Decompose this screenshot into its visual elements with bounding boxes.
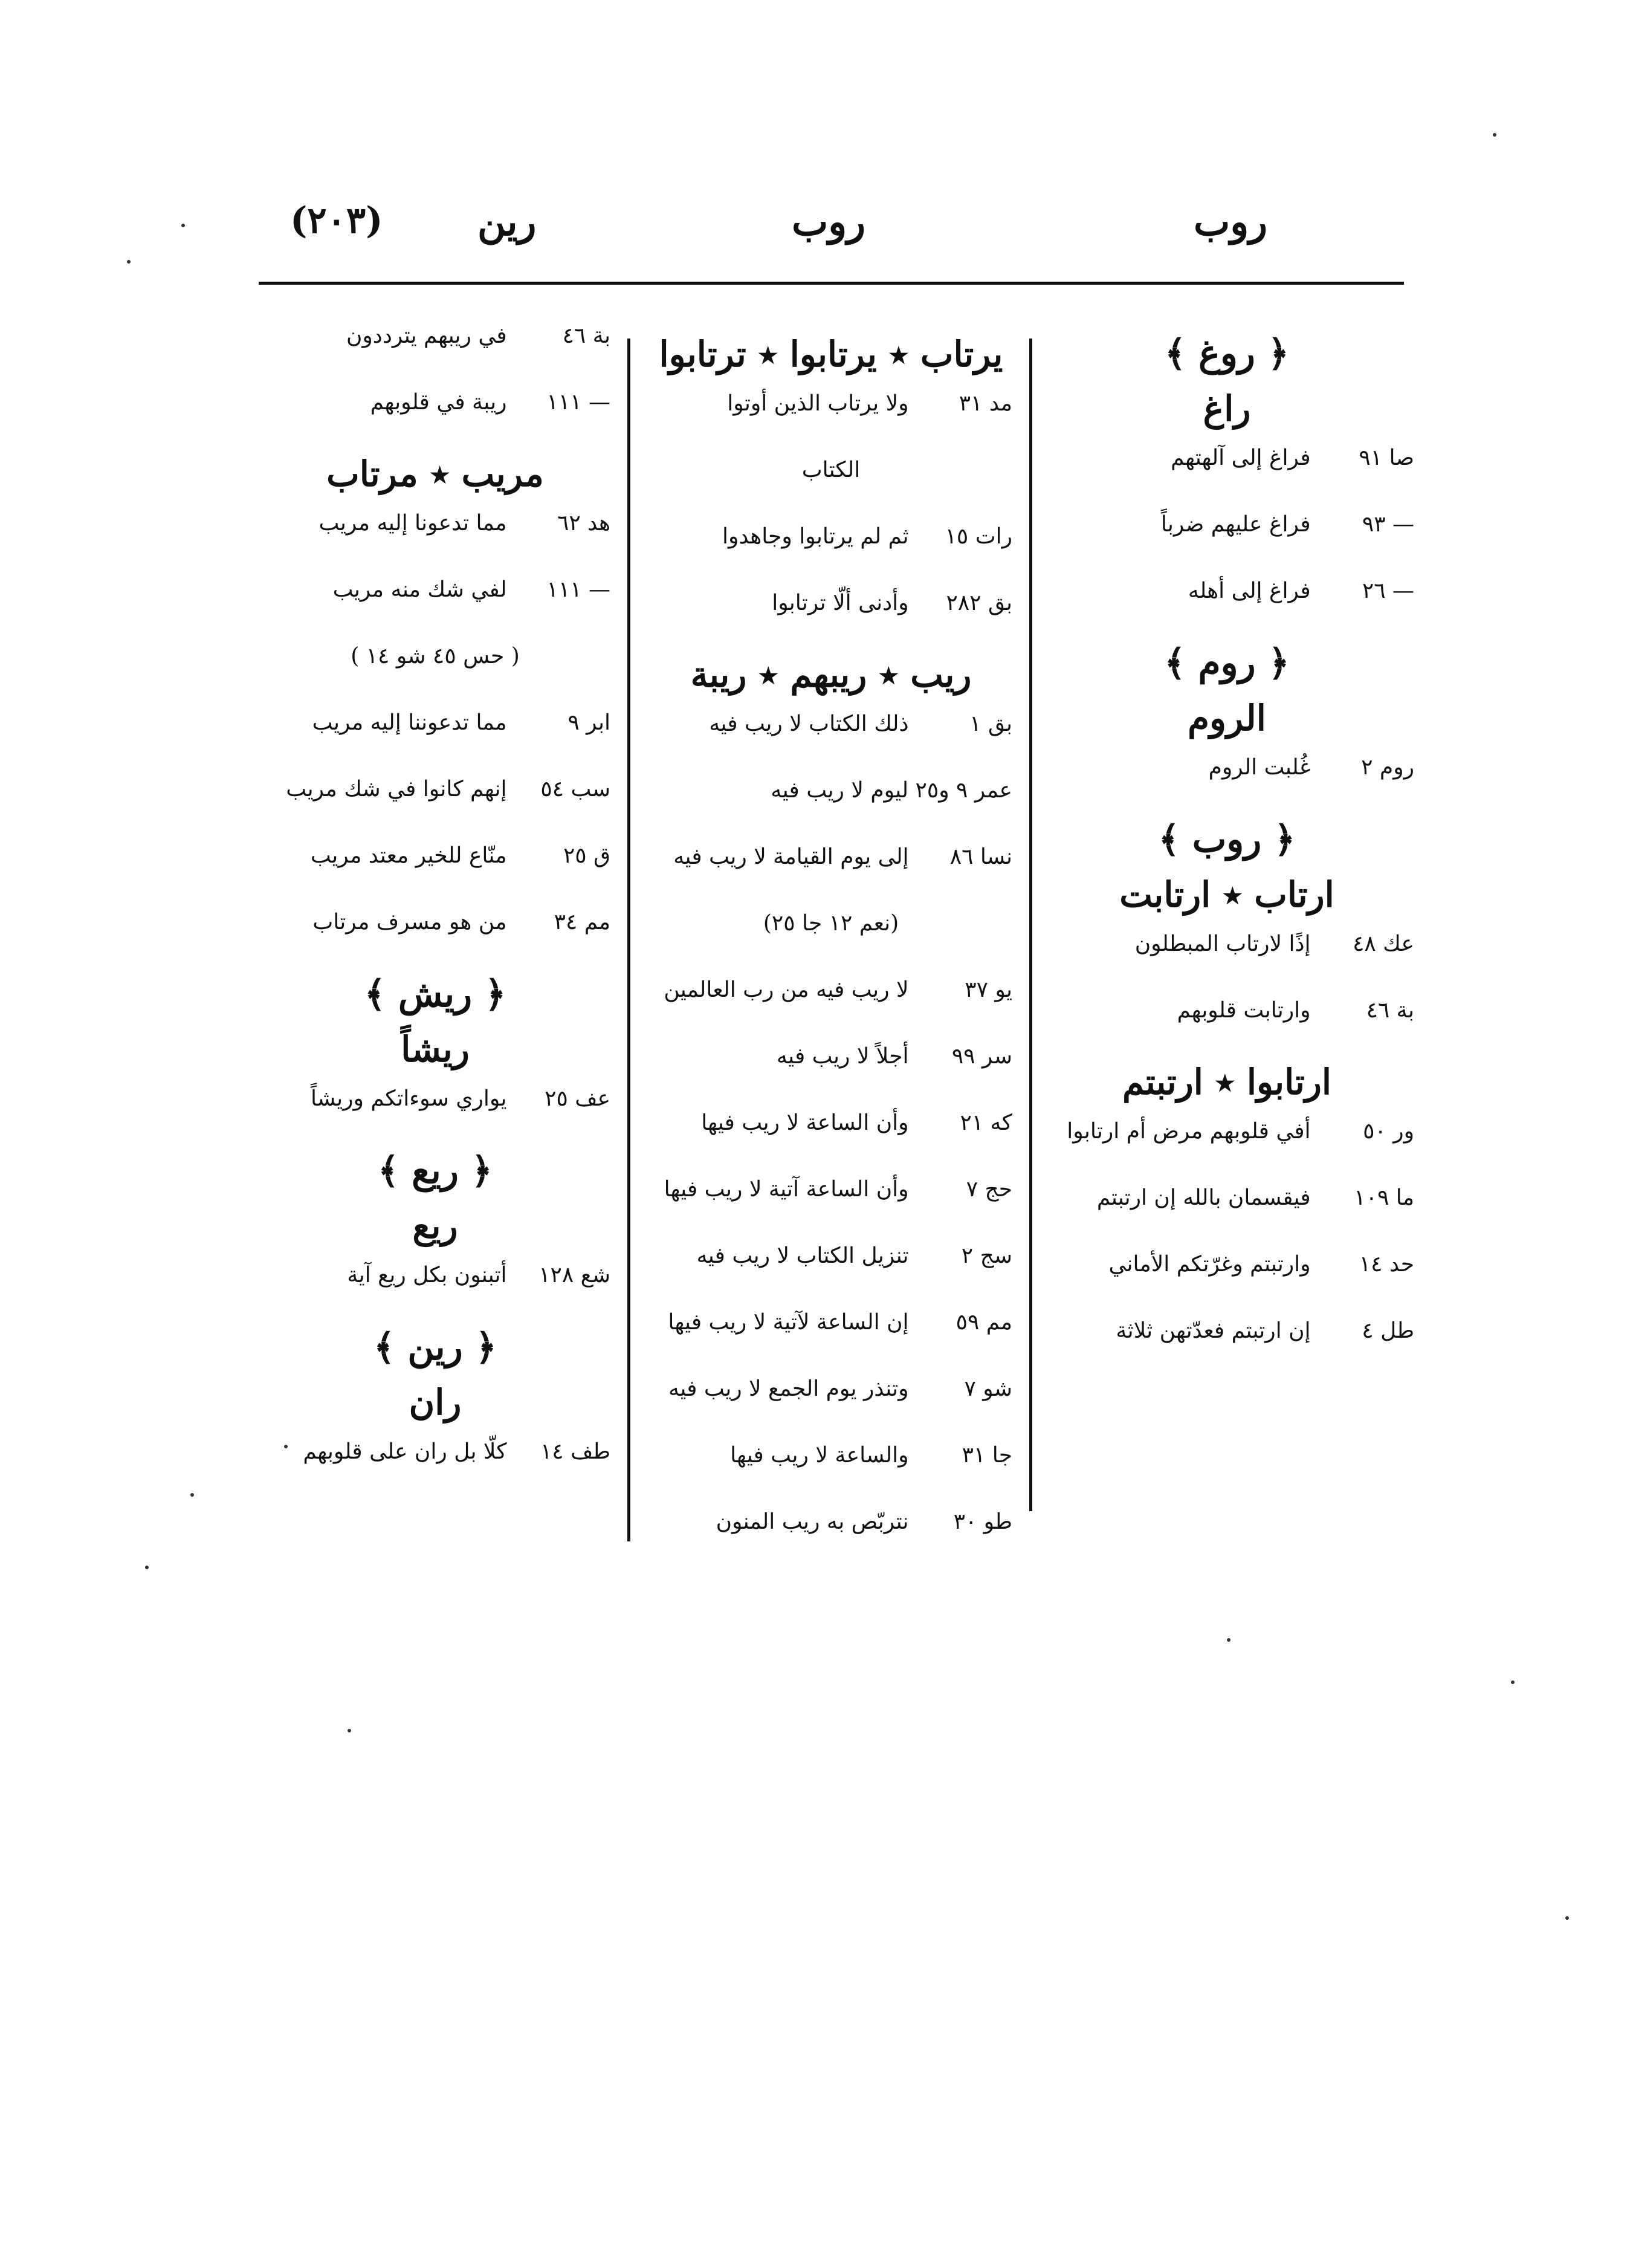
entry-line bbox=[1040, 509, 1414, 544]
verse-ref: ما ١٠٩ bbox=[1354, 1185, 1414, 1210]
entry-line bbox=[650, 1174, 1012, 1209]
root-heading: ﴿ روغ ﴾ bbox=[1165, 332, 1289, 375]
verse-text: لا ريب فيه من رب العالمين bbox=[664, 977, 909, 1002]
entry-line bbox=[1040, 752, 1414, 787]
scan-speck bbox=[145, 1566, 149, 1569]
running-head-left: رين bbox=[477, 199, 537, 245]
verse-ref: بة ٤٦ bbox=[1366, 998, 1414, 1023]
verse-text: وارتبتم وغرّتكم الأماني bbox=[1108, 1252, 1311, 1277]
lemma-heading: ارتابوا ٭ ارتبتم bbox=[1122, 1061, 1332, 1103]
verse-ref: عك ٤٨ bbox=[1353, 932, 1414, 956]
entry-line bbox=[260, 508, 610, 543]
verse-ref: حد ١٤ bbox=[1359, 1252, 1414, 1277]
verse-ref: رات ١٥ bbox=[945, 524, 1012, 549]
entry-line bbox=[260, 774, 610, 809]
verse-ref: طو ٣٠ bbox=[953, 1509, 1012, 1534]
verse-ref: شع ١٢٨ bbox=[538, 1263, 610, 1288]
entry-line bbox=[1040, 1182, 1414, 1217]
verse-text: فراغ إلى أهله bbox=[1188, 578, 1311, 603]
verse-text: مما تدعونا إليه مريب bbox=[319, 511, 507, 536]
verse-text: وأدنى ألّا ترتابوا bbox=[772, 591, 909, 615]
verse-ref: — ٩٣ bbox=[1362, 512, 1414, 537]
verse-ref: ور ٥٠ bbox=[1363, 1119, 1414, 1144]
verse-ref: جا ٣١ bbox=[962, 1443, 1012, 1468]
entry-line bbox=[650, 1373, 1012, 1408]
verse-text: ذلك الكتاب لا ريب فيه bbox=[709, 711, 909, 736]
verse-text: لفي شك منه مريب bbox=[332, 577, 507, 602]
root-heading: ﴿ رين ﴾ bbox=[373, 1326, 497, 1369]
entry-line bbox=[1040, 1116, 1414, 1151]
verse-text: وارتابت قلوبهم bbox=[1177, 998, 1311, 1023]
verse-ref: طف ١٤ bbox=[540, 1439, 610, 1464]
scan-speck bbox=[1565, 1916, 1569, 1920]
verse-text: في ريبهم يترددون bbox=[346, 323, 507, 348]
entry-line bbox=[260, 574, 610, 609]
verse-text: وأن الساعة لا ريب فيها bbox=[701, 1110, 909, 1135]
verse-text: ولا يرتاب الذين أوتوا bbox=[727, 391, 909, 416]
verse-ref: سر ٩٩ bbox=[951, 1044, 1012, 1069]
entry-line bbox=[650, 1240, 1012, 1275]
entry-line bbox=[650, 388, 1012, 423]
scan-speck bbox=[181, 224, 185, 227]
scan-speck bbox=[348, 1729, 351, 1732]
verse-text: من هو مسرف مرتاب bbox=[312, 910, 507, 935]
verse-text: والساعة لا ريب فيها bbox=[730, 1443, 909, 1468]
entry-line bbox=[260, 320, 610, 355]
verse-text: نتربّص به ريب المنون bbox=[716, 1509, 909, 1534]
verse-ref: مم ٥٩ bbox=[956, 1310, 1012, 1335]
verse-text: غُلبت الروم bbox=[1208, 755, 1311, 780]
entry-line bbox=[650, 1307, 1012, 1342]
entry-line bbox=[1040, 995, 1414, 1030]
entry-line bbox=[650, 708, 1012, 744]
verse-text: كلّا بل ران على قلوبهم bbox=[303, 1439, 507, 1464]
verse-ref: شو ٧ bbox=[964, 1376, 1012, 1401]
entry-line bbox=[650, 1041, 1012, 1076]
entry-line bbox=[260, 707, 610, 742]
entry-line bbox=[1040, 575, 1414, 611]
entry-line bbox=[1040, 1315, 1414, 1350]
verse-text: تنزيل الكتاب لا ريب فيه bbox=[696, 1243, 909, 1268]
entry-line bbox=[650, 974, 1012, 1009]
lemma-heading: ريب ٭ ريبهم ٭ ريبة bbox=[690, 654, 972, 695]
entry-line bbox=[650, 521, 1012, 556]
verse-text: وأن الساعة آتية لا ريب فيها bbox=[664, 1177, 909, 1202]
verse-text: أتبنون بكل ريع آية bbox=[347, 1263, 507, 1288]
verse-ref: كه ٢١ bbox=[960, 1110, 1012, 1135]
entry-line bbox=[650, 1506, 1012, 1541]
continuation-line: الكتاب bbox=[801, 458, 861, 482]
entry-line bbox=[650, 841, 1012, 876]
entry-line bbox=[260, 1083, 610, 1118]
verse-text: أفي قلوبهم مرض أم ارتابوا bbox=[1067, 1119, 1311, 1144]
lemma-heading: ريع bbox=[412, 1205, 458, 1246]
column-left bbox=[260, 320, 610, 1503]
column-middle bbox=[650, 320, 1012, 1573]
entry-line bbox=[260, 1436, 610, 1471]
verse-text: مما تدعوننا إليه مريب bbox=[312, 710, 507, 735]
entry-line bbox=[1040, 1249, 1414, 1284]
verse-ref: — ١١١ bbox=[546, 577, 610, 602]
scan-speck bbox=[1511, 1680, 1515, 1684]
column-right bbox=[1040, 320, 1414, 1382]
lemma-heading: ران bbox=[409, 1382, 462, 1423]
root-heading: ﴿ روم ﴾ bbox=[1164, 642, 1290, 684]
lemma-heading: مريب ٭ مرتاب bbox=[326, 453, 544, 494]
verse-ref: حج ٧ bbox=[966, 1177, 1012, 1202]
verse-ref: — ١١١ bbox=[546, 390, 610, 415]
entry-line bbox=[650, 1440, 1012, 1475]
verse-ref: مم ٣٤ bbox=[554, 910, 610, 935]
scan-speck bbox=[190, 1493, 194, 1497]
lemma-heading: يرتاب ٭ يرتابوا ٭ ترتابوا bbox=[659, 334, 1003, 375]
verse-ref: ابر ٩ bbox=[568, 710, 610, 735]
scan-speck bbox=[1227, 1638, 1230, 1642]
verse-text: فيقسمان بالله إن ارتبتم bbox=[1096, 1185, 1311, 1210]
lemma-heading: الروم bbox=[1188, 698, 1266, 739]
scan-speck bbox=[284, 1445, 288, 1448]
entry-line bbox=[1040, 928, 1414, 964]
root-heading: ﴿ ريع ﴾ bbox=[378, 1150, 493, 1192]
verse-text: إنهم كانوا في شك مريب bbox=[286, 777, 507, 802]
verse-text: إذًا لارتاب المبطلون bbox=[1134, 932, 1311, 956]
verse-text: إلى يوم القيامة لا ريب فيه bbox=[673, 844, 909, 869]
entry-line bbox=[260, 1260, 610, 1295]
entry-line bbox=[650, 588, 1012, 623]
verse-text: فراغ إلى آلهتهم bbox=[1171, 446, 1311, 470]
verse-ref: ق ٢٥ bbox=[563, 843, 610, 868]
entry-line bbox=[1040, 442, 1414, 478]
page-number: (٢٠٣) bbox=[290, 199, 383, 242]
verse-ref: سب ٥٤ bbox=[540, 777, 610, 802]
column-divider-left bbox=[627, 339, 630, 1541]
verse-ref: روم ٢ bbox=[1361, 755, 1414, 780]
verse-ref: بق ١ bbox=[969, 711, 1012, 736]
verse-ref: بق ٢٨٢ bbox=[946, 591, 1012, 615]
verse-ref: عف ٢٥ bbox=[545, 1086, 610, 1111]
entry-line bbox=[650, 1107, 1012, 1142]
continuation-line: (نعم ١٢ جا ٢٥) bbox=[763, 911, 899, 936]
verse-text: منّاع للخير معتد مريب bbox=[310, 843, 507, 868]
verse-ref: بة ٤٦ bbox=[562, 323, 610, 348]
verse-text: إن الساعة لآتية لا ريب فيها bbox=[668, 1310, 909, 1335]
verse-text: فراغ عليهم ضرباً bbox=[1160, 512, 1311, 537]
verse-ref: طل ٤ bbox=[1362, 1318, 1414, 1343]
column-divider-right bbox=[1029, 339, 1032, 1511]
entry-line bbox=[650, 775, 1012, 810]
verse-text: ليوم لا ريب فيه bbox=[771, 778, 909, 803]
entry-line bbox=[260, 840, 610, 875]
lemma-heading: راغ bbox=[1203, 388, 1251, 429]
verse-text: أجلاً لا ريب فيه bbox=[776, 1044, 909, 1069]
verse-text: ثم لم يرتابوا وجاهدوا bbox=[722, 524, 909, 549]
verse-ref: سج ٢ bbox=[961, 1243, 1012, 1268]
scan-speck bbox=[1493, 133, 1496, 137]
verse-ref: نسا ٨٦ bbox=[949, 844, 1012, 869]
verse-text: ريبة في قلوبهم bbox=[370, 390, 507, 415]
continuation-line: ( حس ٤٥ شو ١٤ ) bbox=[351, 644, 520, 669]
verse-text: يواري سوءاتكم وريشاً bbox=[311, 1086, 507, 1111]
entry-line bbox=[260, 387, 610, 422]
verse-text: وتنذر يوم الجمع لا ريب فيه bbox=[668, 1376, 909, 1401]
verse-ref: — ٢٦ bbox=[1362, 578, 1414, 603]
running-head-center: روب bbox=[792, 199, 866, 245]
verse-ref: عمر ٩ و٢٥ bbox=[915, 778, 1012, 803]
verse-ref: يو ٣٧ bbox=[965, 977, 1012, 1002]
verse-text: إن ارتبتم فعدّتهن ثلاثة bbox=[1116, 1318, 1311, 1343]
verse-ref: صا ٩١ bbox=[1359, 446, 1414, 470]
root-heading: ﴿ ريش ﴾ bbox=[364, 973, 506, 1016]
header-rule bbox=[259, 282, 1404, 285]
lemma-heading: ريشاً bbox=[401, 1029, 470, 1070]
entry-line bbox=[260, 907, 610, 942]
scan-speck bbox=[127, 260, 131, 264]
lemma-heading: ارتاب ٭ ارتابت bbox=[1119, 874, 1334, 915]
running-head-right: روب bbox=[1194, 199, 1268, 245]
root-heading: ﴿ روب ﴾ bbox=[1158, 818, 1296, 861]
verse-ref: مد ٣١ bbox=[959, 391, 1012, 416]
verse-ref: هد ٦٢ bbox=[557, 511, 610, 536]
